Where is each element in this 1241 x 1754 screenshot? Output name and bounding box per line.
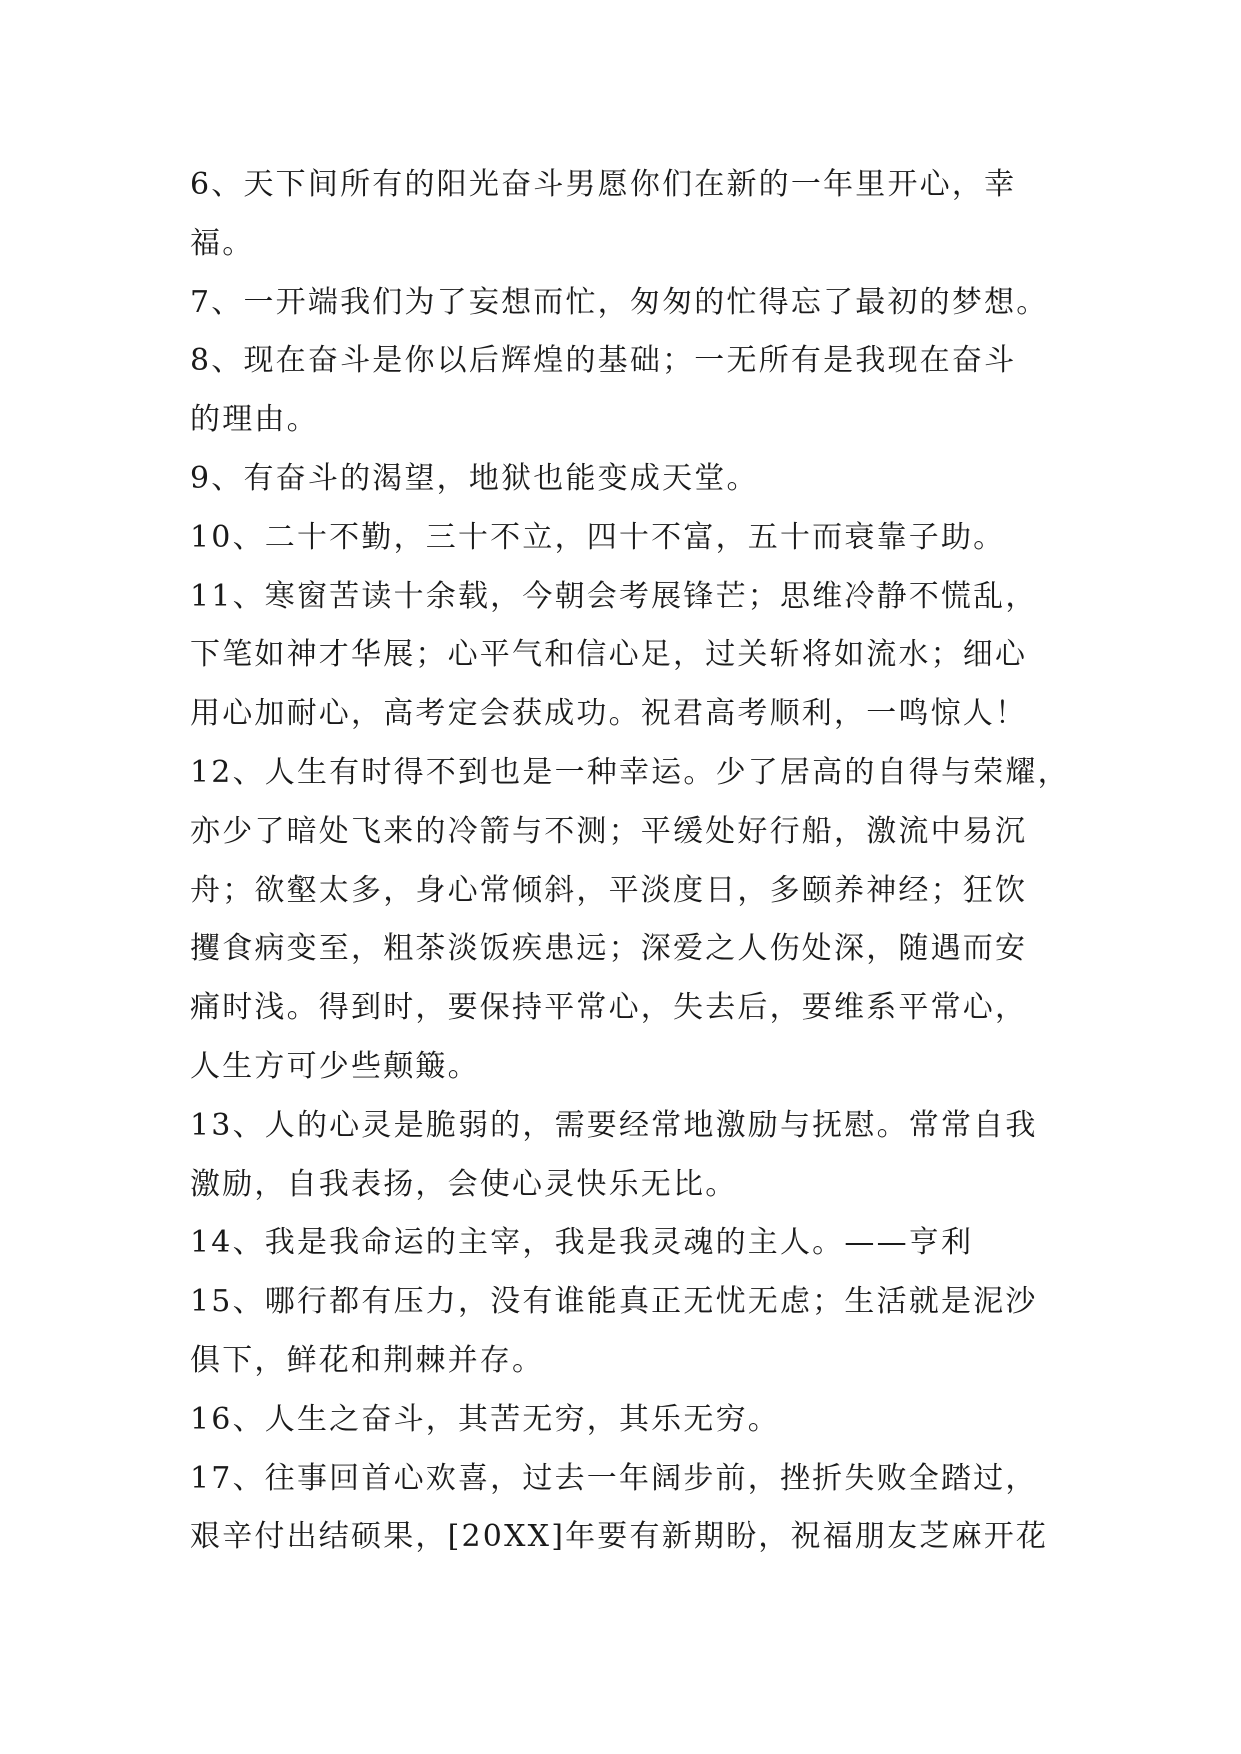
text-line: 17、往事回首心欢喜，过去一年阔步前，挫折失败全踏过， [190, 1460, 1038, 1496]
text-line: 亦少了暗处飞来的冷箭与不测；平缓处好行船，激流中易沉 [190, 813, 1028, 849]
text-line: 10、二十不勤，三十不立，四十不富，五十而衰靠子助。 [190, 519, 1006, 555]
text-line: 7、一开端我们为了妄想而忙，匆匆的忙得忘了最初的梦想。 [190, 284, 1049, 320]
text-line: 人生方可少些颠簸。 [190, 1048, 480, 1084]
text-line: 激励，自我表扬，会使心灵快乐无比。 [190, 1166, 738, 1202]
text-line: 舟；欲壑太多，身心常倾斜，平淡度日，多颐养神经；狂饮 [190, 872, 1028, 908]
text-line: 9、有奋斗的渴望，地狱也能变成天堂。 [190, 460, 759, 496]
text-line: 的理由。 [190, 402, 319, 438]
text-line: 俱下，鲜花和荆棘并存。 [190, 1342, 545, 1378]
document-body [190, 156, 1070, 1567]
text-line: 用心加耐心，高考定会获成功。祝君高考顺利，一鸣惊人！ [190, 696, 1028, 732]
text-line: 艰辛付出结硕果，[20XX]年要有新期盼，祝福朋友芝麻开花 [190, 1519, 1049, 1555]
text-line: 痛时浅。得到时，要保持平常心，失去后，要维系平常心， [190, 990, 1028, 1026]
text-line: 11、寒窗苦读十余载，今朝会考展锋芒；思维冷静不慌乱， [190, 578, 1038, 614]
text-line: 福。 [190, 225, 255, 261]
text-line: 6、天下间所有的阳光奋斗男愿你们在新的一年里开心，幸 [190, 167, 1017, 202]
text-line: 13、人的心灵是脆弱的，需要经常地激励与抚慰。常常自我 [190, 1107, 1038, 1143]
text-line: 8、现在奋斗是你以后辉煌的基础；一无所有是我现在奋斗 [190, 343, 1017, 379]
text-line: 12、人生有时得不到也是一种幸运。少了居高的自得与荣耀， [190, 754, 1070, 790]
text-line: 16、人生之奋斗，其苦无穷，其乐无穷。 [190, 1401, 780, 1437]
text-line: 15、哪行都有压力，没有谁能真正无忧无虑；生活就是泥沙 [190, 1284, 1038, 1320]
text-line: 下笔如神才华展；心平气和信心足，过关斩将如流水；细心 [190, 637, 1028, 673]
text-line: 14、我是我命运的主宰，我是我灵魂的主人。——亨利 [190, 1225, 974, 1261]
text-line: 攫食病变至，粗茶淡饭疾患远；深爱之人伤处深，随遇而安 [190, 931, 1028, 967]
